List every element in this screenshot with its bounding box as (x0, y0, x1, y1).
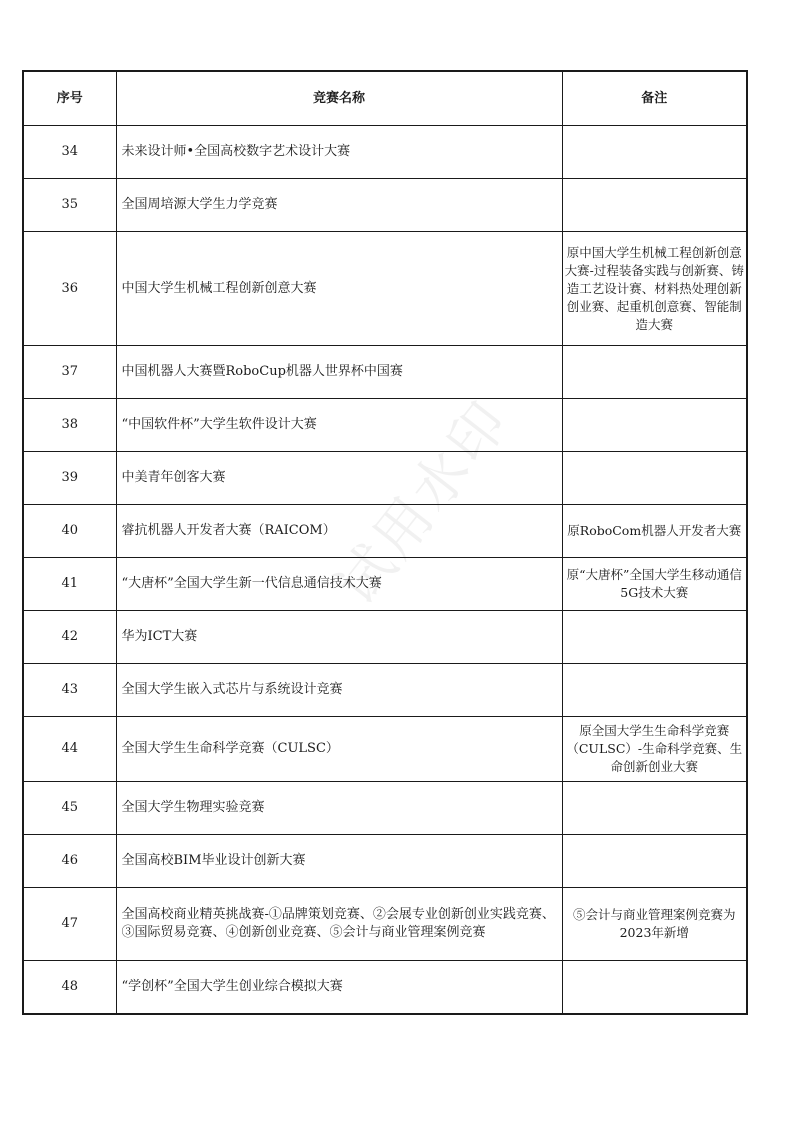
row-index: 47 (23, 888, 116, 961)
row-index: 43 (23, 664, 116, 717)
row-index: 40 (23, 505, 116, 558)
row-competition-name: “学创杯”全国大学生创业综合模拟大赛 (116, 961, 562, 1015)
row-competition-name: 全国高校BIM毕业设计创新大赛 (116, 835, 562, 888)
row-note: 原“大唐杯”全国大学生移动通信5G技术大赛 (562, 558, 747, 611)
header-note: 备注 (562, 71, 747, 126)
row-competition-name: “中国软件杯”大学生软件设计大赛 (116, 399, 562, 452)
row-competition-name: 全国大学生物理实验竞赛 (116, 782, 562, 835)
row-competition-name: “大唐杯”全国大学生新一代信息通信技术大赛 (116, 558, 562, 611)
row-index: 46 (23, 835, 116, 888)
row-index: 36 (23, 232, 116, 346)
row-competition-name: 未来设计师•全国高校数字艺术设计大赛 (116, 126, 562, 179)
row-note (562, 179, 747, 232)
row-note (562, 346, 747, 399)
header-name: 竞赛名称 (116, 71, 562, 126)
row-index: 39 (23, 452, 116, 505)
row-note (562, 452, 747, 505)
row-index: 44 (23, 717, 116, 782)
table-row (23, 452, 747, 505)
row-competition-name: 华为ICT大赛 (116, 611, 562, 664)
row-note (562, 961, 747, 1015)
row-index: 41 (23, 558, 116, 611)
table-row (23, 664, 747, 717)
row-index: 38 (23, 399, 116, 452)
table-row (23, 961, 747, 1015)
row-note (562, 399, 747, 452)
table-row (23, 505, 747, 558)
table-row (23, 126, 747, 179)
table-row (23, 611, 747, 664)
row-note (562, 664, 747, 717)
table-row (23, 399, 747, 452)
row-index: 37 (23, 346, 116, 399)
row-competition-name: 全国大学生嵌入式芯片与系统设计竞赛 (116, 664, 562, 717)
competition-table-container (22, 70, 746, 1015)
row-note (562, 611, 747, 664)
row-note: 原全国大学生生命科学竞赛（CULSC）-生命科学竞赛、生命创新创业大赛 (562, 717, 747, 782)
row-competition-name: 中美青年创客大赛 (116, 452, 562, 505)
row-index: 42 (23, 611, 116, 664)
row-competition-name: 中国大学生机械工程创新创意大赛 (116, 232, 562, 346)
row-note: 原中国大学生机械工程创新创意大赛-过程装备实践与创新赛、铸造工艺设计赛、材料热处理创新创业赛、起重机创意赛、智能制造大赛 (562, 232, 747, 346)
row-competition-name: 全国大学生生命科学竞赛（CULSC） (116, 717, 562, 782)
table-row (23, 232, 747, 346)
row-index: 45 (23, 782, 116, 835)
table-row (23, 888, 747, 961)
row-index: 48 (23, 961, 116, 1015)
row-note (562, 835, 747, 888)
table-header-row (23, 71, 747, 126)
row-competition-name: 睿抗机器人开发者大赛（RAICOM） (116, 505, 562, 558)
table-row (23, 835, 747, 888)
row-note (562, 782, 747, 835)
competition-table (22, 70, 748, 1015)
table-row (23, 717, 747, 782)
row-note: ⑤会计与商业管理案例竞赛为2023年新增 (562, 888, 747, 961)
row-index: 35 (23, 179, 116, 232)
table-row (23, 782, 747, 835)
watermark: 试用水印 (324, 388, 524, 618)
row-competition-name: 全国周培源大学生力学竞赛 (116, 179, 562, 232)
row-competition-name: 全国高校商业精英挑战赛-①品牌策划竞赛、②会展专业创新创业实践竞赛、③国际贸易竞赛、④创新创业竞赛、⑤会计与商业管理案例竞赛 (116, 888, 562, 961)
row-competition-name: 中国机器人大赛暨RoboCup机器人世界杯中国赛 (116, 346, 562, 399)
table-row (23, 558, 747, 611)
header-index: 序号 (23, 71, 116, 126)
row-index: 34 (23, 126, 116, 179)
row-note: 原RoboCom机器人开发者大赛 (562, 505, 747, 558)
row-note (562, 126, 747, 179)
table-row (23, 346, 747, 399)
table-row (23, 179, 747, 232)
